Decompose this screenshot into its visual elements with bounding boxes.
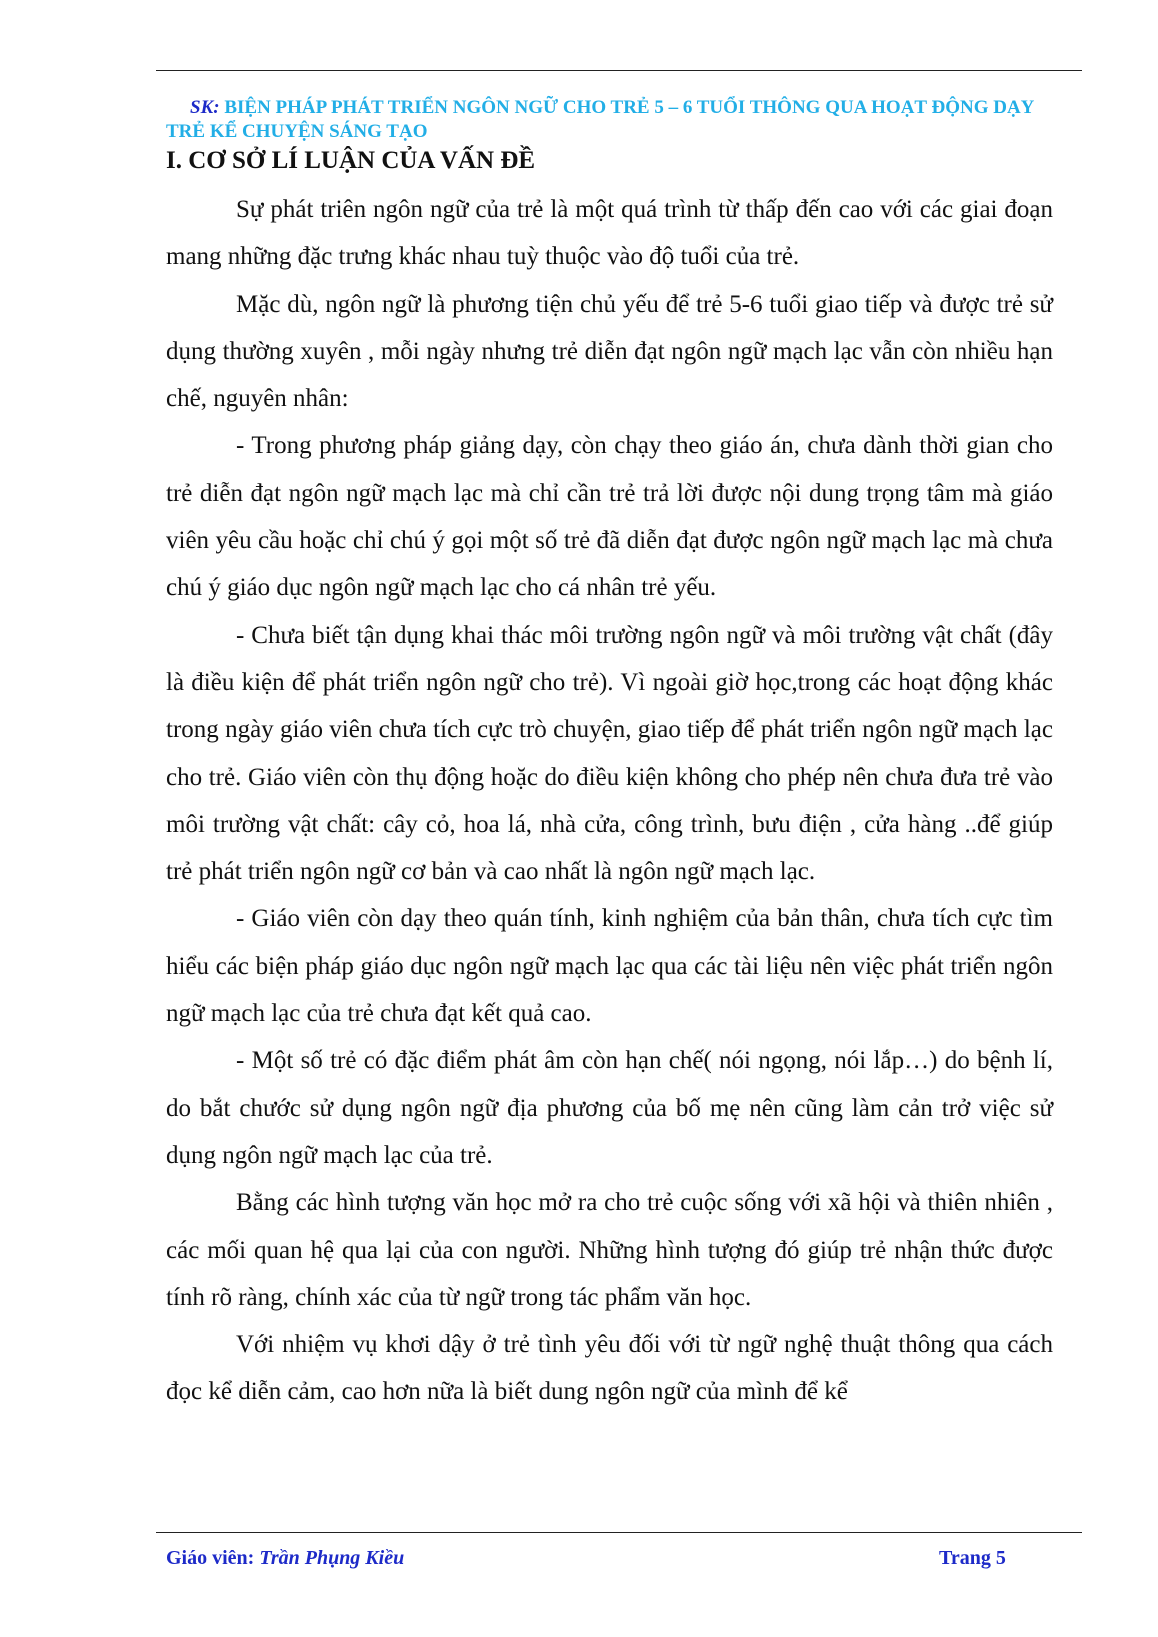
footer-teacher-label: Giáo viên:: [166, 1547, 255, 1569]
footer-teacher-name: Trần Phụng Kiều: [259, 1547, 405, 1569]
section-heading: I. CƠ SỞ LÍ LUẬN CỦA VẤN ĐỀ: [166, 147, 536, 174]
footer-rule: [156, 1532, 1082, 1533]
footer-teacher: [166, 1545, 404, 1571]
document-header-title: [166, 96, 1066, 144]
body-text: [166, 186, 1053, 1416]
paragraph: - Giáo viên còn dạy theo quán tính, kinh nghiệm của bản thân, chưa tích cực tìm hiểu các biện pháp giáo dục ngôn ngữ mạch lạc qua các tài liệu nên việc phát triển ngôn ngữ mạch lạc của trẻ chưa đạt kết quả cao.: [166, 905, 1053, 1028]
paragraph: - Một số trẻ có đặc điểm phát âm còn hạn chế( nói ngọng, nói lắp…) do bệnh lí, do bắt chước sử dụng ngôn ngữ địa phương của bố mẹ nên cũng làm cản trở việc sử dụng ngôn ngữ mạch lạc của trẻ.: [166, 1047, 1053, 1169]
paragraph: - Chưa biết tận dụng khai thác môi trường ngôn ngữ và môi trường vật chất (đây là điều kiện để phát triển ngôn ngữ cho trẻ). Vì ngoài giờ học,trong các hoạt động khác trong ngày giáo viên chưa tích cực trò chuyện, giao tiếp để phát triển ngôn ngữ mạch lạc cho trẻ. Giáo viên còn thụ động hoặc do điều kiện không cho phép nên chưa đưa trẻ vào môi trường vật chất: cây cỏ, hoa lá, nhà cửa, công trình, bưu điện , cửa hàng ..để giúp trẻ phát triển ngôn ngữ cơ bản và cao nhất là ngôn ngữ mạch lạc.: [166, 621, 1053, 886]
paragraph: Sự phát triên ngôn ngữ của trẻ là một quá trình từ thấp đến cao với các giai đoạn mang những đặc trưng khác nhau tuỳ thuộc vào độ tuổi của trẻ.: [166, 196, 1053, 271]
paragraph: - Trong phương pháp giảng dạy, còn chạy theo giáo án, chưa dành thời gian cho trẻ diễn đạt ngôn ngữ mạch lạc mà chỉ cần trẻ trả lời được nội dung trọng tâm mà giáo viên yêu cầu hoặc chỉ chú ý gọi một số trẻ đã diễn đạt được ngôn ngữ mạch lạc mà chưa chú ý giáo dục ngôn ngữ mạch lạc cho cá nhân trẻ yếu.: [166, 432, 1053, 602]
page-number: Trang 5: [939, 1547, 1006, 1569]
paragraph: Với nhiệm vụ khơi dậy ở trẻ tình yêu đối với từ ngữ nghệ thuật thông qua cách đọc kể diễn cảm, cao hơn nữa là biết dung ngôn ngữ của mình để kể: [166, 1331, 1053, 1406]
header-prefix: SK:: [190, 97, 220, 118]
paragraph: Mặc dù, ngôn ngữ là phương tiện chủ yếu để trẻ 5-6 tuổi giao tiếp và được trẻ sử dụng thường xuyên , mỗi ngày nhưng trẻ diễn đạt ngôn ngữ mạch lạc vẫn còn nhiều hạn chế, nguyên nhân:: [166, 290, 1053, 413]
header-rule: [156, 70, 1082, 71]
paragraph: Bằng các hình tượng văn học mở ra cho trẻ cuộc sống với xã hội và thiên nhiên , các mối quan hệ qua lại của con người. Những hình tượng đó giúp trẻ nhận thức được tính rõ ràng, chính xác của từ ngữ trong tác phẩm văn học.: [166, 1189, 1053, 1311]
header-title-text: BIỆN PHÁP PHÁT TRIỂN NGÔN NGỮ CHO TRẺ 5 – 6 TUỔI THÔNG QUA HOẠT ĐỘNG DẠY TRẺ KỂ CHUYỆN SÁNG TẠO: [166, 97, 1034, 142]
